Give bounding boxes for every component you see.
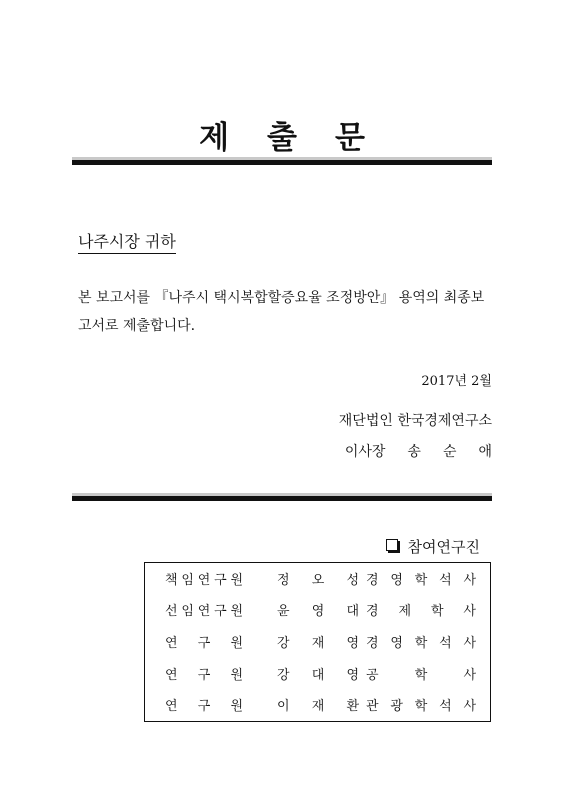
participant-name xyxy=(277,602,359,622)
participant-degree xyxy=(366,602,476,622)
participant-role-char: 원 xyxy=(230,668,243,683)
participant-name-char: 영 xyxy=(346,668,359,683)
organization-name: 재단법인 한국경제연구소 xyxy=(338,413,492,429)
document-title xyxy=(72,112,492,157)
participants-heading xyxy=(386,536,480,557)
participant-role-char: 구 xyxy=(214,573,227,588)
participant-role-char: 원 xyxy=(230,636,243,651)
participant-name-char: 영 xyxy=(311,604,325,619)
participant-name-char: 대 xyxy=(311,668,325,683)
participant-name-char: 재 xyxy=(311,636,325,651)
ceo-signature-line xyxy=(345,441,492,461)
ceo-title: 이사장 xyxy=(344,444,386,460)
participant-name xyxy=(277,571,359,591)
participant-degree-char: 경 xyxy=(366,573,379,588)
participant-degree-char: 제 xyxy=(398,604,412,619)
participant-role-char: 원 xyxy=(230,604,243,619)
participant-role-char: 연 xyxy=(165,699,178,714)
addressee: 나주시장 귀하 xyxy=(78,232,176,254)
participant-name-char: 재 xyxy=(311,699,325,714)
participant-role-char: 연 xyxy=(197,604,211,619)
participant-role-char: 연 xyxy=(197,573,211,588)
participants-table xyxy=(144,562,491,722)
participant-degree-char: 관 xyxy=(366,699,379,714)
participant-name-char: 영 xyxy=(346,636,359,651)
participant-degree xyxy=(366,697,476,717)
participant-degree-char: 사 xyxy=(463,699,476,714)
participant-degree-char: 석 xyxy=(439,573,452,588)
participant-name xyxy=(277,666,359,686)
participant-degree-char: 학 xyxy=(430,604,444,619)
participant-role xyxy=(165,666,243,686)
participant-role-char: 선 xyxy=(165,604,178,619)
participant-degree-char: 영 xyxy=(390,636,403,651)
ceo-name-char: 송 xyxy=(407,444,421,460)
participant-role-char: 연 xyxy=(165,636,178,651)
title-char: 출 xyxy=(267,120,297,156)
participant-role-char: 원 xyxy=(230,573,243,588)
participant-name-char: 이 xyxy=(277,699,290,714)
participant-row xyxy=(145,571,490,591)
participant-role-char: 구 xyxy=(197,668,211,683)
participant-role-char: 구 xyxy=(197,636,211,651)
participant-role xyxy=(165,697,243,717)
participant-role-char: 원 xyxy=(230,699,243,714)
participant-role-char: 임 xyxy=(181,573,194,588)
participant-name-char: 강 xyxy=(277,668,290,683)
participant-row xyxy=(145,666,490,686)
title-char: 제 xyxy=(199,120,230,156)
ceo-name-char: 애 xyxy=(478,444,492,460)
body-line-1: 본 보고서를 『나주시 택시복합할증요율 조정방안』 용역의 최종보 xyxy=(78,290,485,306)
participant-degree xyxy=(366,666,476,686)
participant-role xyxy=(165,634,243,654)
participant-role-char: 구 xyxy=(197,699,211,714)
participant-name-char: 성 xyxy=(346,573,359,588)
participant-degree-char: 광 xyxy=(390,699,403,714)
participant-degree-char: 학 xyxy=(414,699,428,714)
participant-degree-char: 영 xyxy=(390,573,403,588)
participant-degree xyxy=(366,634,476,654)
participant-degree-char: 사 xyxy=(463,573,476,588)
participant-degree-char: 석 xyxy=(439,636,452,651)
participant-degree-char: 경 xyxy=(366,604,379,619)
participant-name-char: 오 xyxy=(311,573,325,588)
participant-name xyxy=(277,634,359,654)
participant-name xyxy=(277,697,359,717)
ceo-name-char: 순 xyxy=(442,444,457,460)
participant-role-char: 책 xyxy=(165,573,178,588)
title-divider xyxy=(72,157,492,165)
participant-role-char: 구 xyxy=(214,604,227,619)
participant-row xyxy=(145,634,490,654)
submission-date: 2017년 2월 xyxy=(421,374,492,389)
participant-degree-char: 사 xyxy=(463,668,476,683)
participant-role xyxy=(165,571,243,591)
participant-name-char: 환 xyxy=(346,699,359,714)
checkbox-bullet-icon xyxy=(386,539,398,551)
participant-name-char: 윤 xyxy=(277,604,290,619)
section-divider xyxy=(72,493,492,501)
participant-row xyxy=(145,602,490,622)
participant-role-char: 연 xyxy=(165,668,178,683)
participant-degree xyxy=(366,571,476,591)
participant-name-char: 대 xyxy=(346,604,359,619)
participant-degree-char: 학 xyxy=(414,636,428,651)
participant-degree-char: 경 xyxy=(366,636,379,651)
participant-role xyxy=(165,602,243,622)
participants-heading-text: 참여연구진 xyxy=(407,538,480,556)
participant-degree-char: 사 xyxy=(463,636,476,651)
body-line-2: 고서로 제출합니다. xyxy=(78,318,196,334)
participant-role-char: 임 xyxy=(181,604,194,619)
participant-degree-char: 공 xyxy=(366,668,379,683)
participant-degree-char: 사 xyxy=(463,604,476,619)
title-char: 문 xyxy=(334,120,365,156)
participant-degree-char: 학 xyxy=(414,573,428,588)
participant-row xyxy=(145,697,490,717)
participant-name-char: 정 xyxy=(277,573,290,588)
participant-degree-char: 학 xyxy=(414,668,428,683)
participant-degree-char: 석 xyxy=(439,699,452,714)
participant-name-char: 강 xyxy=(277,636,290,651)
